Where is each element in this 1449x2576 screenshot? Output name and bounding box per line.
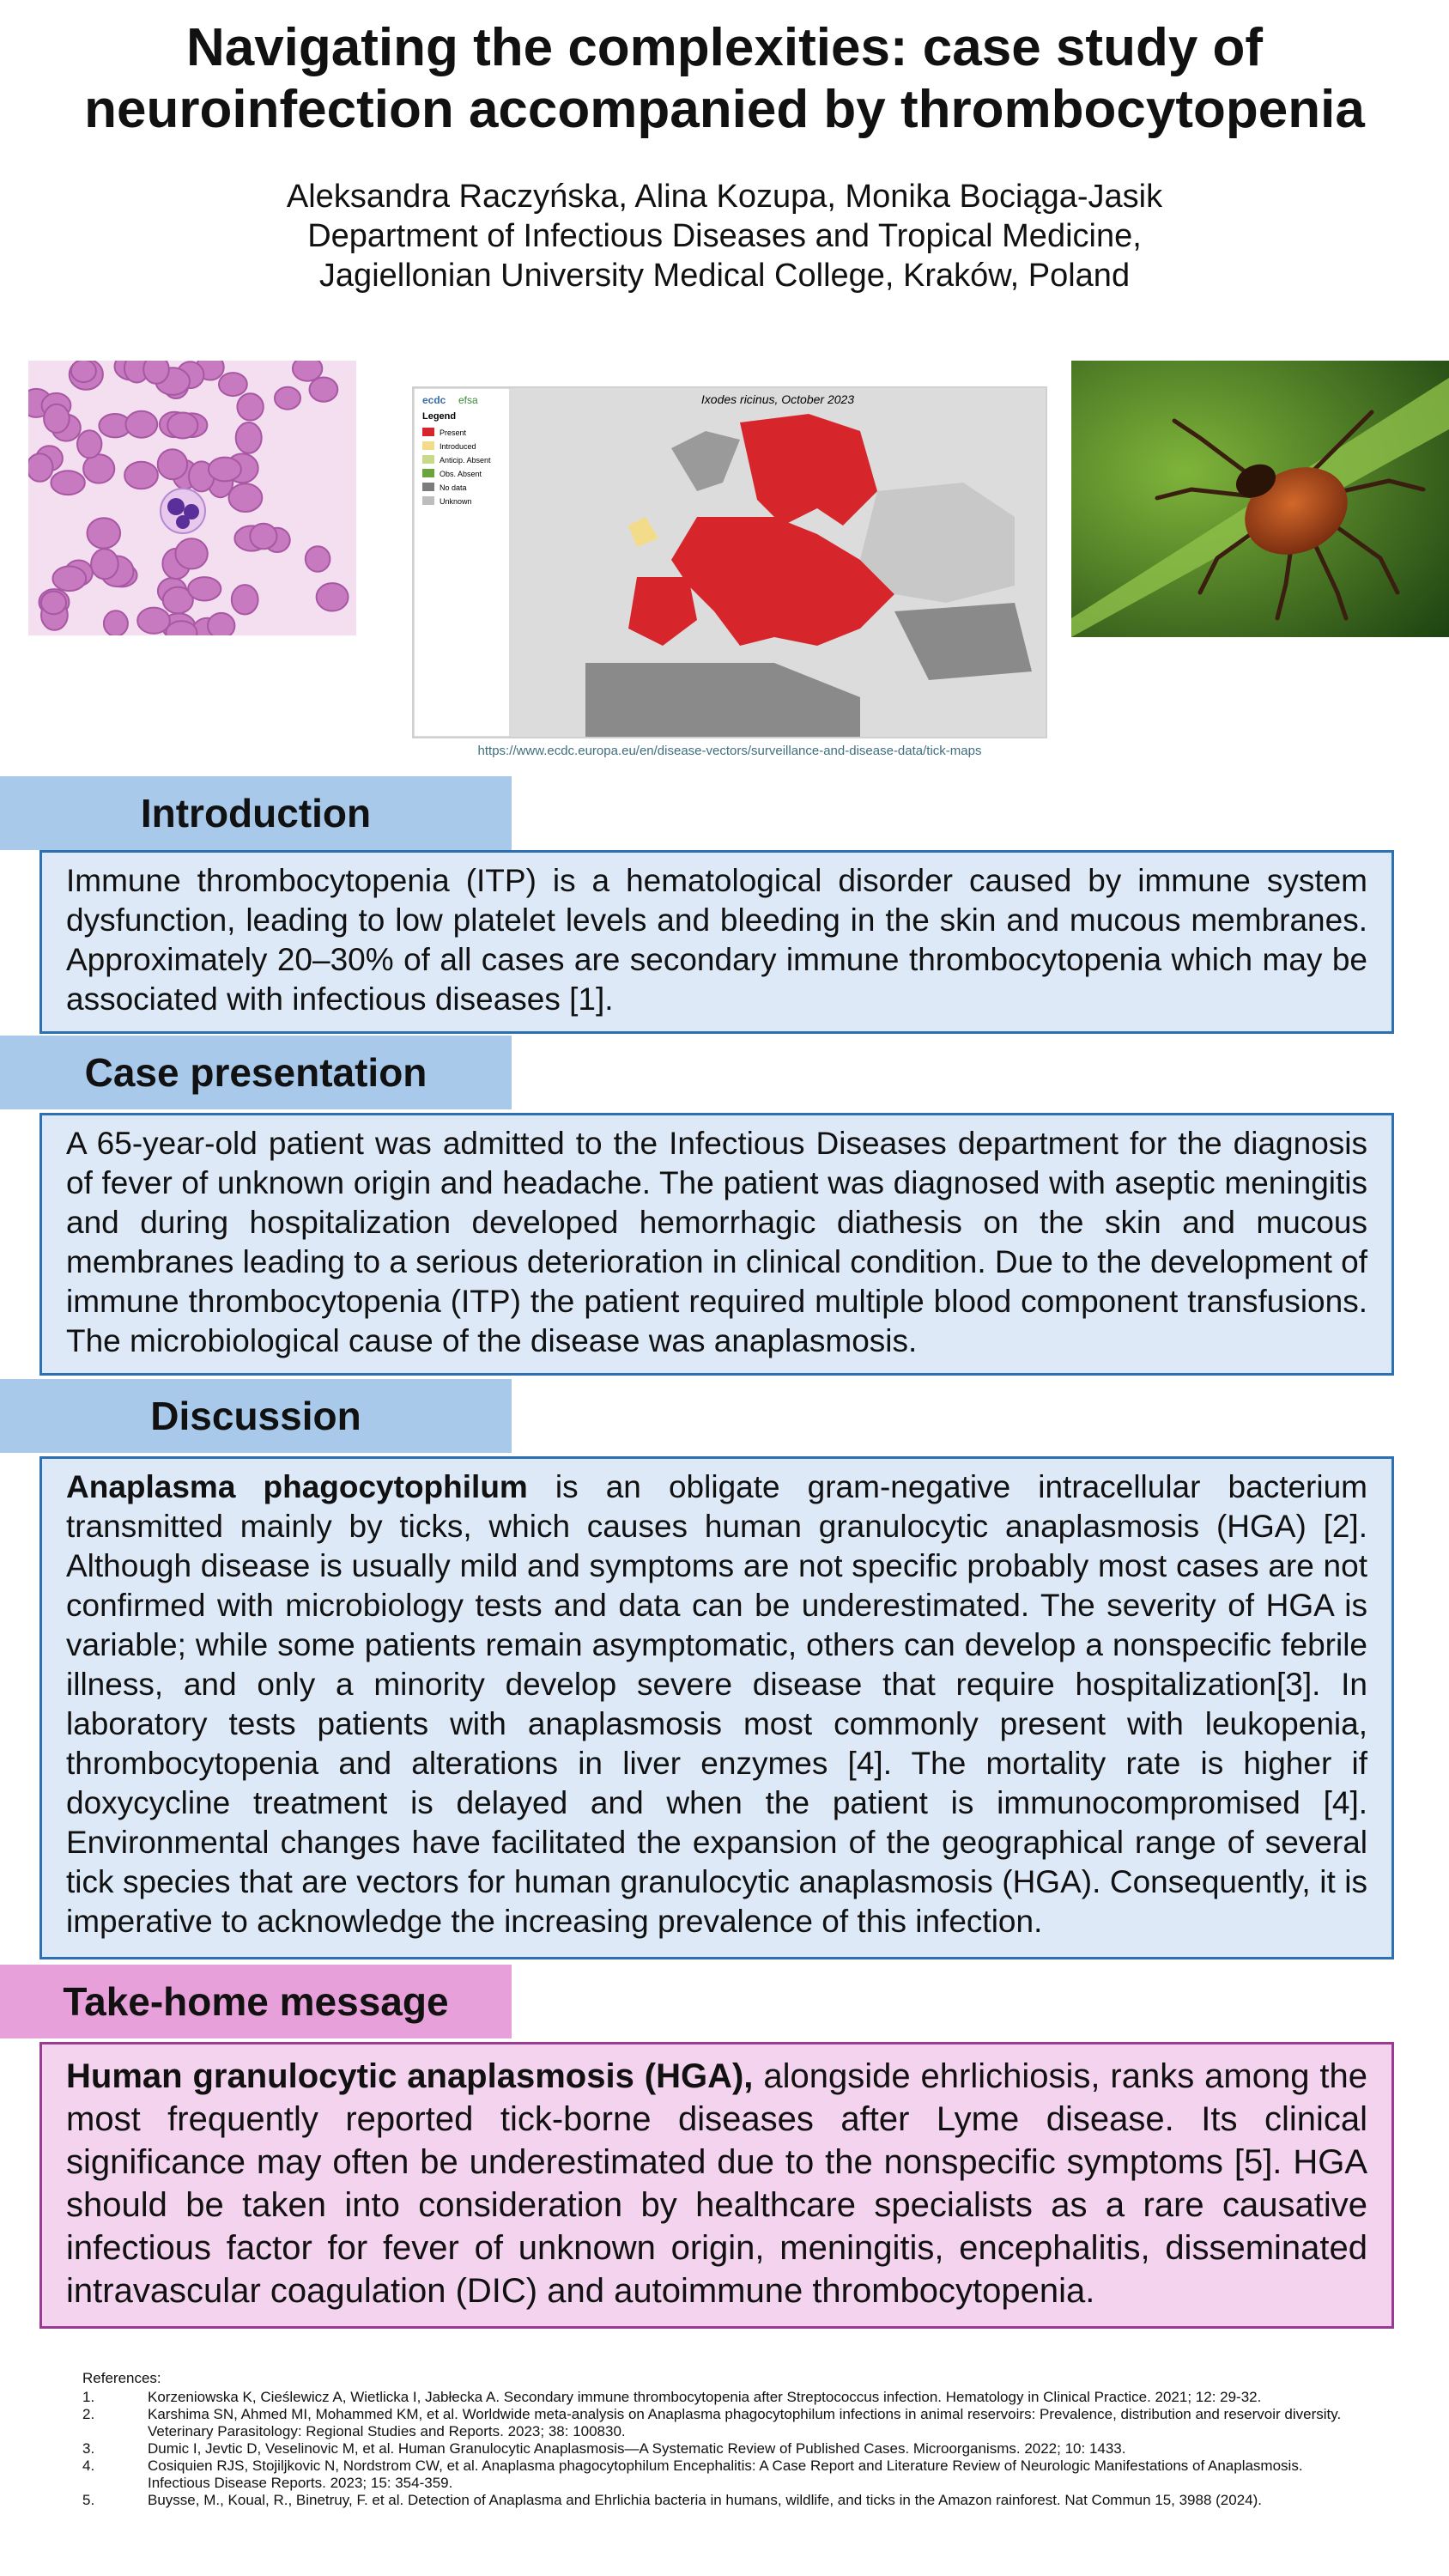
red-blood-cell bbox=[125, 411, 157, 438]
blood-smear-drawing bbox=[28, 361, 356, 635]
author-block bbox=[0, 177, 1449, 295]
red-blood-cell bbox=[209, 458, 241, 482]
reference-number: 4. bbox=[82, 2458, 95, 2474]
reference-number: 5. bbox=[82, 2492, 95, 2508]
reference-text: Cosiquien RJS, Stojiljkovic N, Nordstrom CW, et al. Anaplasma phagocytophilum Encephalitis: A Case Report and Literature Review of Neurologic Manifestations of Anaplasmosis. Infectious Disease Reports. 2023; 15: 354-359. bbox=[148, 2458, 1303, 2491]
map-legend-swatch bbox=[422, 496, 434, 505]
case-presentation-text: A 65-year-old patient was admitted to the Infectious Diseases department for the diagnosis of fever of unknown origin and headache. The patient was diagnosed with aseptic meningitis and during hospitalization developed hemorrhagic diathesis on the skin and mucous membranes leading to a serious deterioration in clinical condition. Due to the development of immune thrombocytopenia (ITP) the patient required multiple blood component transfusions. The microbiological cause of the disease was anaplasmosis. bbox=[66, 1126, 1367, 1358]
red-blood-cell bbox=[229, 483, 263, 512]
references-title: References: bbox=[82, 2370, 161, 2386]
red-blood-cell bbox=[104, 611, 128, 635]
red-blood-cell bbox=[236, 422, 262, 453]
introduction-heading: Introduction bbox=[0, 776, 512, 850]
red-blood-cell bbox=[28, 453, 53, 482]
reference-item bbox=[82, 2492, 1353, 2509]
red-blood-cell bbox=[51, 471, 84, 495]
reference-text: Dumic I, Jevtic D, Veselinovic M, et al. Human Granulocytic Anaplasmosis—A Systematic Review of Published Cases. Microorganisms. 2022; 10: 1433. bbox=[148, 2440, 1126, 2457]
discussion-heading: Discussion bbox=[0, 1379, 512, 1453]
reference-text: Korzeniowska K, Cieślewicz A, Wietlicka I, Jabłecka A. Secondary immune thrombocytopenia after Streptococcus infection. Hematology in Clinical Practice. 2021; 12: 29-32. bbox=[148, 2389, 1262, 2405]
red-blood-cell bbox=[175, 538, 207, 568]
svg-text:efsa: efsa bbox=[458, 394, 478, 406]
map-source-link[interactable]: https://www.ecdc.europa.eu/en/disease-vectors/surveillance-and-disease-data/tick-maps bbox=[477, 744, 982, 758]
red-blood-cell bbox=[52, 567, 86, 592]
takehome-text bbox=[66, 2055, 1367, 2312]
tick-photo-drawing bbox=[1071, 361, 1449, 637]
red-blood-cell bbox=[293, 361, 322, 381]
takehome-lead: Human granulocytic anaplasmosis (HGA), bbox=[66, 2057, 754, 2095]
takehome-heading: Take-home message bbox=[0, 1965, 512, 2038]
takehome-box bbox=[39, 2042, 1394, 2329]
tick-photo bbox=[1071, 361, 1449, 637]
red-blood-cell bbox=[158, 449, 187, 479]
red-blood-cell bbox=[137, 608, 170, 634]
map-legend-label: Unknown bbox=[440, 497, 472, 506]
red-blood-cell bbox=[88, 518, 121, 548]
tick-map-drawing bbox=[414, 388, 1046, 737]
map-legend-swatch bbox=[422, 428, 434, 436]
red-blood-cell bbox=[275, 387, 300, 410]
red-blood-cell bbox=[237, 393, 263, 420]
reference-item bbox=[82, 2389, 1353, 2406]
case-presentation-box bbox=[39, 1113, 1394, 1376]
affiliation-line-2: Jagiellonian University Medical College, Kraków, Poland bbox=[318, 258, 1131, 294]
takehome-body: alongside ehrlichiosis, ranks among the most frequently reported tick-borne diseases after Lyme disease. Its clinical significance may often be underestimated due to the nonspecific symptoms [5]. HGA should be taken into consideration by healthcare specialists as a rare causative infectious factor for fever of unknown origin, meningitis, encephalitis, disseminated intravascular coagulation (DIC) and autoimmune thrombocytopenia. bbox=[66, 2057, 1367, 2310]
red-blood-cell bbox=[71, 361, 96, 382]
map-legend-label: Anticip. Absent bbox=[440, 456, 491, 465]
discussion-text bbox=[66, 1467, 1367, 1941]
reference-text: Karshima SN, Ahmed MI, Mohammed KM, et al. Worldwide meta-analysis on Anaplasma phagocytophilum infections in animal reservoirs: Prevalence, distribution and reservoir diversity. Veterinary Parasitology: Regional Studies and Reports. 2023; 38: 100830. bbox=[148, 2406, 1342, 2439]
reference-number: 2. bbox=[82, 2406, 95, 2422]
red-blood-cell bbox=[167, 413, 197, 439]
red-blood-cell bbox=[91, 549, 118, 579]
case-presentation-heading: Case presentation bbox=[0, 1036, 512, 1109]
reference-item bbox=[82, 2406, 1353, 2440]
red-blood-cell bbox=[124, 462, 158, 489]
red-blood-cell bbox=[232, 585, 258, 614]
author-names: Aleksandra Raczyńska, Alina Kozupa, Monika Bociąga-Jasik bbox=[286, 179, 1163, 215]
blood-smear-image bbox=[28, 361, 356, 635]
red-blood-cell bbox=[310, 378, 338, 402]
map-legend-label: No data bbox=[440, 483, 467, 492]
red-blood-cell bbox=[41, 592, 66, 615]
red-blood-cell bbox=[188, 577, 221, 600]
reference-item bbox=[82, 2458, 1353, 2492]
map-legend-swatch bbox=[422, 483, 434, 491]
reference-text: Buysse, M., Koual, R., Binetruy, F. et al. Detection of Anaplasma and Ehrlichia bacteria in humans, wildlife, and ticks in the Amazon rainforest. Nat Commun 15, 3988 (2024). bbox=[148, 2492, 1263, 2508]
reference-number: 1. bbox=[82, 2389, 95, 2405]
red-blood-cell bbox=[77, 430, 101, 458]
tick-distribution-map bbox=[412, 386, 1047, 738]
reference-number: 3. bbox=[82, 2440, 95, 2457]
introduction-box bbox=[39, 850, 1394, 1034]
red-blood-cell bbox=[208, 613, 234, 635]
reference-item bbox=[82, 2440, 1353, 2458]
red-blood-cell bbox=[83, 454, 114, 483]
red-blood-cell bbox=[219, 373, 247, 396]
map-legend-label: Introduced bbox=[440, 442, 476, 451]
red-blood-cell bbox=[317, 583, 349, 611]
svg-text:ecdc: ecdc bbox=[422, 394, 446, 406]
map-legend-swatch bbox=[422, 441, 434, 450]
discussion-lead: Anaplasma phagocytophilum bbox=[66, 1469, 528, 1504]
map-legend-label: Present bbox=[440, 428, 467, 437]
poster-title: Navigating the complexities: case study of neuroinfection accompanied by thrombocytopenia bbox=[84, 18, 1365, 139]
discussion-body: is an obligate gram-negative intracellular bacterium transmitted mainly by ticks, which causes human granulocytic anaplasmosis (HGA) [2]. Although disease is usually mild and symptoms are not specific probably most cases are not confirmed with microbiology tests and data can be underestimated. The severity of HGA is variable; while some patients remain asymptomatic, others can develop a nonspecific febrile illness, and only a minority develop severe disease that require hospitalization[3]. In laboratory tests patients with anaplasmosis most commonly present with leukopenia, thrombocytopenia and alterations in liver enzymes [4]. The mortality rate is higher if doxycycline treatment is delayed and when the patient is immunocompromised [4]. Environmental changes have facilitated the expansion of the geographical range of several tick species that are vectors for human granulocytic anaplasmosis (HGA). Consequently, it is imperative to acknowledge the increasing prevalence of this infection. bbox=[66, 1469, 1367, 1939]
red-blood-cell bbox=[306, 546, 330, 572]
references bbox=[82, 2370, 1353, 2509]
map-legend-title: Legend bbox=[422, 411, 457, 422]
red-blood-cell bbox=[44, 404, 70, 433]
map-legend-label: Obs. Absent bbox=[440, 470, 482, 478]
map-title: Ixodes ricinus, October 2023 bbox=[700, 392, 855, 406]
discussion-box bbox=[39, 1456, 1394, 1959]
map-legend-swatch bbox=[422, 469, 434, 477]
red-blood-cell bbox=[143, 361, 169, 384]
map-legend-swatch bbox=[422, 455, 434, 464]
red-blood-cell bbox=[250, 524, 276, 550]
affiliation-line-1: Department of Infectious Diseases and Tropical Medicine, bbox=[307, 218, 1142, 254]
introduction-text: Immune thrombocytopenia (ITP) is a hematological disorder caused by immune system dysfunction, leading to low platelet levels and bleeding in the skin and mucous membranes. Approximately 20–30% of all cases are secondary immune thrombocytopenia which may be associated with infectious diseases [1]. bbox=[66, 863, 1367, 1017]
